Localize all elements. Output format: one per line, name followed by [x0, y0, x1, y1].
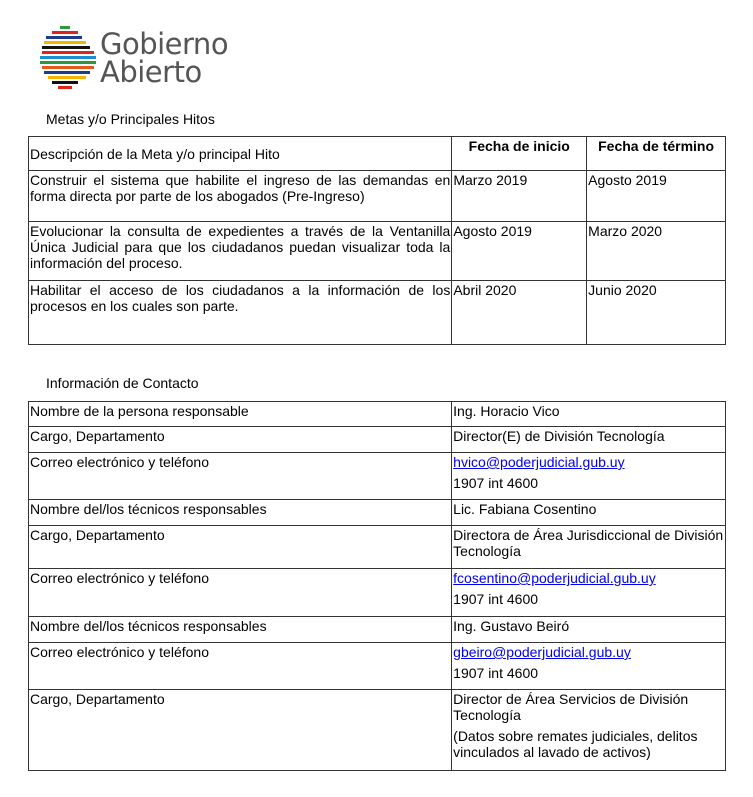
contact-label: Cargo, Departamento — [29, 690, 452, 771]
logo-wordmark — [100, 27, 229, 89]
contact-value: Ing. Gustavo Beiró — [452, 617, 726, 643]
goals-table — [28, 136, 726, 345]
goals-header-row — [29, 137, 726, 171]
table-row — [29, 690, 726, 771]
goal-start-date: Marzo 2019 — [452, 171, 587, 222]
email-link[interactable]: gbeiro@poderjudicial.gub.uy — [453, 644, 631, 660]
contact-label: Cargo, Departamento — [29, 526, 452, 569]
contact-value: Lic. Fabiana Cosentino — [452, 500, 726, 526]
phone-number: 1907 int 4600 — [453, 665, 539, 681]
table-row — [29, 500, 726, 526]
contact-value — [452, 453, 726, 500]
contact-label: Correo electrónico y teléfono — [29, 569, 452, 617]
contact-label: Nombre del/los técnicos responsables — [29, 500, 452, 526]
table-row — [29, 222, 726, 281]
goal-end-date: Agosto 2019 — [587, 171, 726, 222]
contact-value: Director(E) de División Tecnología — [452, 427, 726, 453]
goal-start-date: Abril 2020 — [452, 281, 587, 345]
gobierno-abierto-logo — [40, 24, 240, 90]
logo-line-2: Abierto — [100, 55, 202, 89]
contact-value — [452, 569, 726, 617]
goal-description: Construir el sistema que habilite el ingreso de las demandas en forma directa por parte de los abogados (Pre-Ingreso) — [29, 171, 452, 222]
contact-label: Nombre del/los técnicos responsables — [29, 617, 452, 643]
table-row — [29, 402, 726, 427]
contact-label: Nombre de la persona responsable — [29, 402, 452, 427]
logo-line-1: Gobierno — [100, 27, 229, 61]
contact-note: (Datos sobre remates judiciales, delitos vinculados al lavado de activos) — [453, 728, 698, 760]
contact-value: Ing. Horacio Vico — [452, 402, 726, 427]
goal-description: Evolucionar la consulta de expedientes a través de la Ventanilla Única Judicial para que los ciudadanos puedan visualizar toda la información del proceso. — [29, 222, 452, 281]
phone-number: 1907 int 4600 — [453, 475, 539, 491]
goals-section-title: Metas y/o Principales Hitos — [46, 111, 215, 127]
goal-end-date: Marzo 2020 — [587, 222, 726, 281]
phone-number: 1907 int 4600 — [453, 591, 539, 607]
contact-label: Correo electrónico y teléfono — [29, 453, 452, 500]
table-row — [29, 171, 726, 222]
contact-value — [452, 643, 726, 690]
goal-end-date: Junio 2020 — [587, 281, 726, 345]
header-end-date: Fecha de término — [587, 137, 726, 171]
contact-label: Correo electrónico y teléfono — [29, 643, 452, 690]
email-link[interactable]: fcosentino@poderjudicial.gub.uy — [453, 570, 656, 586]
contact-section-title: Información de Contacto — [46, 375, 199, 391]
email-link[interactable]: hvico@poderjudicial.gub.uy — [453, 454, 625, 470]
table-row — [29, 281, 726, 345]
table-row — [29, 427, 726, 453]
table-row — [29, 569, 726, 617]
header-start-date: Fecha de inicio — [452, 137, 587, 171]
table-row — [29, 453, 726, 500]
header-description: Descripción de la Meta y/o principal Hito — [29, 137, 452, 171]
table-row — [29, 643, 726, 690]
goal-start-date: Agosto 2019 — [452, 222, 587, 281]
contact-value — [452, 690, 726, 771]
logo-stripes-icon — [40, 24, 98, 90]
contact-position: Director de Área Servicios de División Tecnología — [453, 691, 689, 723]
contact-value: Directora de Área Jurisdiccional de División Tecnología — [452, 526, 726, 569]
contact-table — [28, 401, 726, 771]
table-row — [29, 526, 726, 569]
contact-label: Cargo, Departamento — [29, 427, 452, 453]
goal-description: Habilitar el acceso de los ciudadanos a la información de los procesos en los cuales son parte. — [29, 281, 452, 345]
table-row — [29, 617, 726, 643]
